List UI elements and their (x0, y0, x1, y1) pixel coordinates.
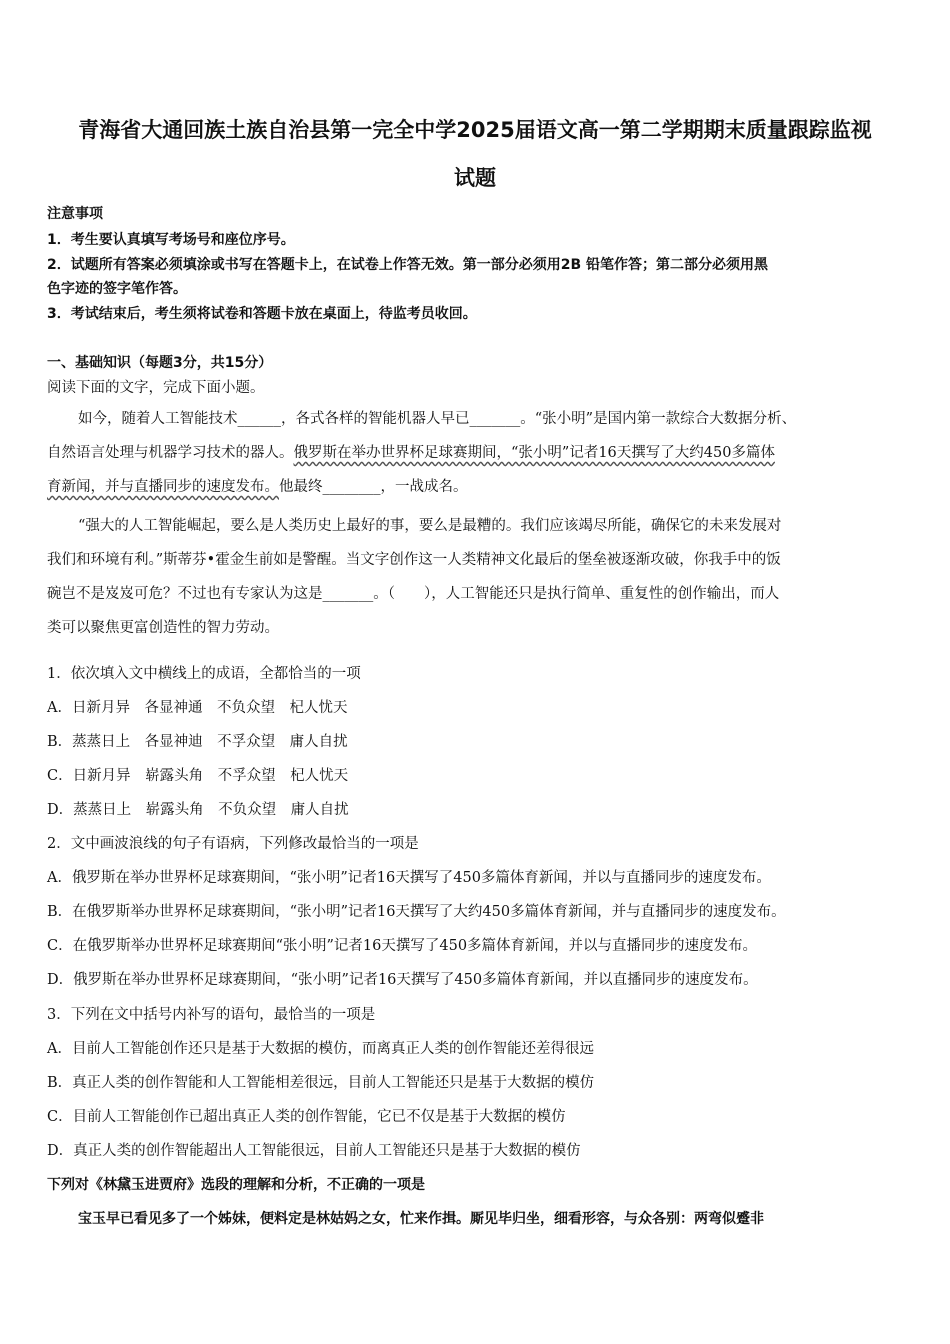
reading-passage-1 (47, 402, 907, 504)
question-stem-2: 2．文中画波浪线的句子有语病，下列修改最恰当的一项是 (47, 836, 419, 852)
option-c: C．目前人工智能创作已超出真正人类的创作智能，它已不仅是基于大数据的模仿 (47, 1109, 566, 1125)
passage-line: 育新闻，并与直播同步的速度发布。他最终________，一战成名。 (47, 479, 468, 495)
section-heading: 一、基础知识（每题3分，共15分） (47, 355, 273, 371)
option-d: D．俄罗斯在举办世界杯足球赛期间，“张小明”记者16天撰写了450多篇体育新闻，并以直播同步的速度发布。 (47, 972, 758, 988)
wavy-underlined-sentence: 俄罗斯在举办世界杯足球赛期间，“张小明”记者16天撰写了大约450多篇体 (293, 445, 775, 461)
question-stem-4: 下列对《林黛玉进贾府》选段的理解和分析，不正确的一项是 (47, 1177, 425, 1193)
excerpt-passage: 宝玉早已看见多了一个姊妹，便料定是林姑妈之女，忙来作揖。厮见毕归坐，细看形容，与众各别：两弯似蹙非 (78, 1211, 764, 1227)
passage-line: 如今，随着人工智能技术______，各式各样的智能机器人早已_______。“张小明”是国内第一款综合大数据分析、 (78, 411, 797, 427)
option-a: A．俄罗斯在举办世界杯足球赛期间，“张小明”记者16天撰写了450多篇体育新闻，并以与直播同步的速度发布。 (47, 870, 771, 886)
notice-item: 3．考试结束后，考生须将试卷和答题卡放在桌面上，待监考员收回。 (47, 306, 477, 322)
option-a: A．日新月异 各显神通 不负众望 杞人忧天 (47, 700, 348, 716)
passage-line: “强大的人工智能崛起，要么是人类历史上最好的事，要么是最糟的。我们应该竭尽所能，确保它的未来发展对 (78, 518, 782, 534)
option-d: D．真正人类的创作智能超出人工智能很远，目前人工智能还只是基于大数据的模仿 (47, 1143, 581, 1159)
option-b: B．在俄罗斯举办世界杯足球赛期间，“张小明”记者16天撰写了大约450多篇体育新闻，并与直播同步的速度发布。 (47, 904, 786, 920)
option-c: C．在俄罗斯举办世界杯足球赛期间“张小明”记者16天撰写了450多篇体育新闻，并以与直播同步的速度发布。 (47, 938, 758, 954)
option-d: D．蒸蒸日上 崭露头角 不负众望 庸人自扰 (47, 802, 349, 818)
passage-line: 碗岂不是岌岌可危？不过也有专家认为这是_______。（ ），人工智能还只是执行简单、重复性的创作输出，而人 (47, 586, 780, 602)
notice-heading: 注意事项 (47, 206, 103, 222)
notice-item: 色字迹的签字笔作答。 (47, 281, 187, 297)
wavy-underlined-sentence-end: 育新闻，并与直播同步的速度发布。 (47, 479, 279, 495)
passage-line: 自然语言处理与机器学习技术的器人。俄罗斯在举办世界杯足球赛期间，“张小明”记者16天撰写了大约450多篇体 (47, 445, 775, 461)
option-b: B．真正人类的创作智能和人工智能相差很远，目前人工智能还只是基于大数据的模仿 (47, 1075, 595, 1091)
page-title: 青海省大通回族土族自治县第一完全中学2025届语文高一第二学期期末质量跟踪监视 (78, 118, 872, 142)
question-stem-3: 3．下列在文中括号内补写的语句，最恰当的一项是 (47, 1007, 376, 1023)
passage-line: 类可以聚焦更富创造性的智力劳动。 (47, 620, 279, 636)
notice-item: 2．试题所有答案必须填涂或书写在答题卡上，在试卷上作答无效。第一部分必须用2B 铅笔作答；第二部分必须用黑 (47, 257, 769, 273)
notice-item: 1．考生要认真填写考场号和座位序号。 (47, 232, 295, 248)
section-instruction: 阅读下面的文字，完成下面小题。 (47, 380, 265, 396)
passage-line: 我们和环境有利。”斯蒂芬•霍金生前如是警醒。当文字创作这一人类精神文化最后的堡垒被逐渐攻破，你我手中的饭 (47, 552, 781, 568)
option-a: A．目前人工智能创作还只是基于大数据的模仿，而离真正人类的创作智能还差得很远 (47, 1041, 594, 1057)
option-c: C．日新月异 崭露头角 不孚众望 杞人忧天 (47, 768, 349, 784)
option-b: B．蒸蒸日上 各显神迪 不孚众望 庸人自扰 (47, 734, 348, 750)
page-title-continued: 试题 (454, 166, 496, 190)
reading-passage-2 (47, 509, 907, 645)
question-stem-1: 1．依次填入文中横线上的成语，全都恰当的一项 (47, 666, 361, 682)
